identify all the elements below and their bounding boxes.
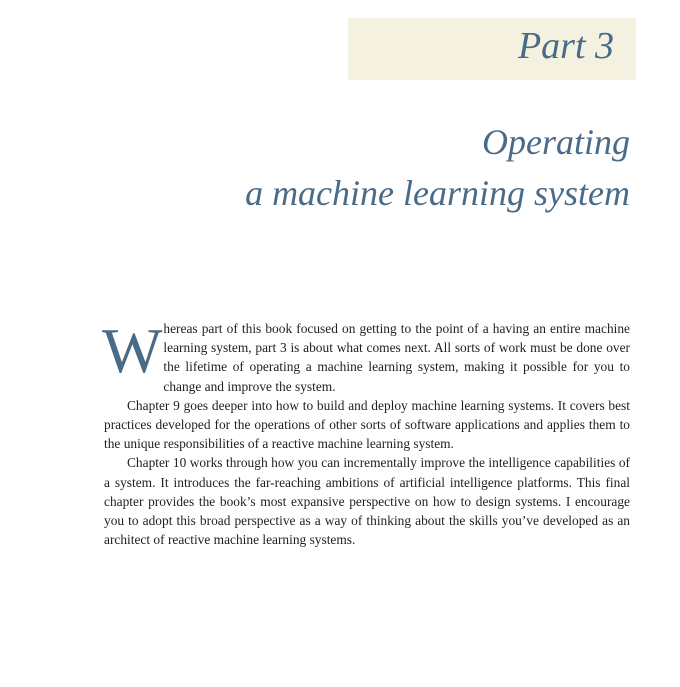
part-number-label: Part 3 (517, 25, 614, 67)
drop-cap-letter: W (102, 315, 163, 386)
part-title (245, 117, 630, 219)
dropcap-top-spacer (104, 281, 630, 319)
part-title-line-2: a machine learning system (245, 173, 630, 213)
part-title-line-1: Operating (482, 122, 630, 162)
part-introduction (104, 281, 630, 549)
part-number-banner (348, 18, 636, 80)
intro-paragraph-1 (102, 315, 630, 396)
intro-paragraph-3: Chapter 10 works through how you can incrementally improve the intelligence capabilities of a system. It introduces the far-reaching ambitions of artificial intelligence platforms. This final chapter provides the book’s most expansive perspective on how to design systems. I encourage you to adopt this broad perspective as a way of thinking about the skills you’ve developed as an architect of reactive machine learning systems. (104, 455, 630, 548)
intro-paragraph-2: Chapter 9 goes deeper into how to build and deploy machine learning systems. It covers best practices developed for the operations of other sorts of software applications and applies them to the unique responsibilities of a reactive machine learning system. (104, 397, 630, 452)
intro-paragraph-1-text: hereas part of this book focused on getting to the point of a having an entire machine learning system, part 3 is about what comes next. All sorts of work must be done over the lifetime of operating a machine learning system, making it possible for you to change and improve the system. (163, 321, 630, 394)
